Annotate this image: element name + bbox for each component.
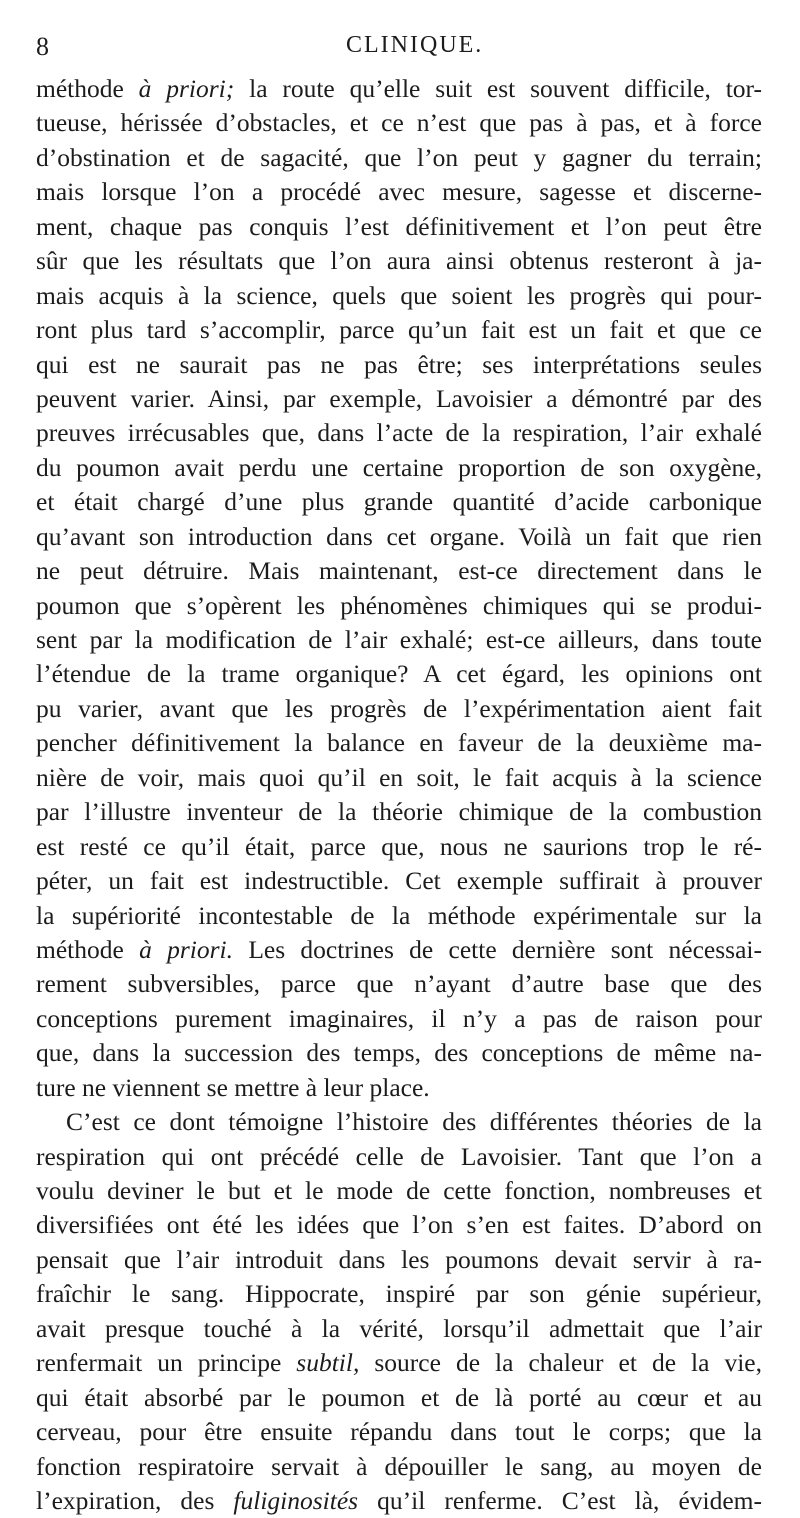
text-line <box>36 348 762 382</box>
text-segment: mais acquis à la science, quels que soient les progrès qui pour- <box>36 280 762 310</box>
text-segment: tueuse, hérissée d’obstacles, et ce n’est que pas à pas, et à force <box>36 108 762 138</box>
text-segment: preuves irrécusables que, dans l’acte de la respiration, l’air exhalé <box>36 418 762 448</box>
text-line <box>36 210 762 244</box>
text-line <box>36 554 762 588</box>
text-segment: ment, chaque pas conquis l’est définitivement et l’on peut être <box>36 211 762 241</box>
body-text <box>36 72 762 1518</box>
text-segment: cerveau, pour être ensuite répandu dans tout le corps; que la <box>36 1417 762 1447</box>
italic-text-segment: à priori. <box>139 934 234 964</box>
text-line <box>36 451 762 485</box>
text-line <box>36 1036 762 1070</box>
text-segment: Les doctrines de cette dernière sont nécessai- <box>233 934 762 964</box>
text-line <box>36 485 762 519</box>
text-segment: source de la chaleur et de la vie, <box>359 1348 762 1378</box>
text-line <box>36 1484 762 1518</box>
text-segment: ront plus tard s’accomplir, parce qu’un fait est un fait et que ce <box>36 315 762 345</box>
text-line <box>36 726 762 760</box>
text-line <box>36 1415 762 1449</box>
text-segment: l’expiration, des <box>36 1485 234 1515</box>
text-line <box>36 899 762 933</box>
text-line <box>36 1312 762 1346</box>
running-head: CLINIQUE. <box>346 32 484 58</box>
page-number: 8 <box>36 32 49 61</box>
text-segment: fraîchir le sang. Hippocrate, inspiré par son génie supérieur, <box>36 1279 762 1309</box>
text-segment: conceptions purement imaginaires, il n’y a pas de raison pour <box>36 1003 762 1033</box>
text-line <box>36 761 762 795</box>
text-segment: diversifiées ont été les idées que l’on s’en est faites. D’abord on <box>36 1210 762 1240</box>
text-line <box>36 1450 762 1484</box>
text-line <box>36 1002 762 1036</box>
text-line <box>36 830 762 864</box>
text-segment: la route qu’elle suit est souvent difficile, tor- <box>234 74 762 103</box>
text-segment: avait presque touché à la vérité, lorsqu’il admettait que l’air <box>36 1313 762 1343</box>
text-line <box>36 520 762 554</box>
text-line <box>36 106 762 140</box>
text-segment: peuvent varier. Ainsi, par exemple, Lavoisier a démontré par des <box>36 383 762 413</box>
text-segment: sent par la modification de l’air exhalé; est-ce ailleurs, dans toute <box>36 625 762 654</box>
text-segment: méthode <box>36 74 139 103</box>
text-line <box>36 1174 762 1208</box>
text-line <box>36 589 762 623</box>
text-segment: que, dans la succession des temps, des conceptions de même na- <box>36 1038 762 1068</box>
text-line <box>36 141 762 175</box>
text-line <box>36 692 762 726</box>
text-line <box>36 279 762 313</box>
text-segment: nière de voir, mais quoi qu’il en soit, le fait acquis à la science <box>36 762 762 792</box>
text-segment: l’étendue de la trame organique? A cet égard, les opinions ont <box>36 659 762 689</box>
text-line <box>36 313 762 347</box>
text-segment: ne peut détruire. Mais maintenant, est-ce directement dans le <box>36 556 762 586</box>
text-line <box>36 1277 762 1311</box>
text-segment: la supériorité incontestable de la méthode expérimentale sur la <box>36 900 762 930</box>
text-line <box>36 1105 762 1139</box>
italic-text-segment: fuliginosités <box>233 1485 359 1515</box>
text-line <box>36 1071 762 1105</box>
text-segment: mais lorsque l’on a procédé avec mesure, sagesse et discerne- <box>36 177 762 207</box>
text-segment: du poumon avait perdu une certaine proportion de son oxygène, <box>36 452 762 482</box>
text-line <box>36 175 762 209</box>
text-line <box>36 244 762 278</box>
text-line <box>36 657 762 691</box>
text-line <box>36 864 762 898</box>
page-header <box>36 22 756 62</box>
text-line <box>36 967 762 1001</box>
text-segment: renfermait un principe <box>36 1348 297 1378</box>
text-segment: poumon que s’opèrent les phénomènes chimiques qui se produi- <box>36 590 762 620</box>
text-segment: et était chargé d’une plus grande quantité d’acide carbonique <box>36 487 762 517</box>
text-segment: péter, un fait est indestructible. Cet exemple suffirait à prouver <box>36 866 762 896</box>
text-segment: respiration qui ont précédé celle de Lavoisier. Tant que l’on a <box>36 1141 762 1171</box>
text-segment: qui est ne saurait pas ne pas être; ses interprétations seules <box>36 349 762 379</box>
text-segment: pencher définitivement la balance en faveur de la deuxième ma- <box>36 728 762 758</box>
text-segment: voulu deviner le but et le mode de cette fonction, nombreuses et <box>36 1176 762 1205</box>
text-segment: qui était absorbé par le poumon et de là porté au cœur et au <box>36 1382 762 1412</box>
text-line <box>36 795 762 829</box>
text-segment: par l’illustre inventeur de la théorie chimique de la combustion <box>36 797 762 827</box>
italic-text-segment: à priori; <box>138 74 235 103</box>
text-segment: ture ne viennent se mettre à leur place. <box>36 1072 430 1102</box>
text-segment: fonction respiratoire servait à dépouiller le sang, au moyen de <box>36 1451 762 1481</box>
text-line <box>36 1140 762 1174</box>
text-line <box>36 623 762 657</box>
text-segment: C’est ce dont témoigne l’histoire des différentes théories de la <box>66 1107 762 1137</box>
text-line <box>36 1208 762 1242</box>
text-line <box>36 72 762 106</box>
text-line <box>36 416 762 450</box>
italic-text-segment: subtil, <box>296 1348 360 1378</box>
text-line <box>36 933 762 967</box>
text-segment: qu’avant son introduction dans cet organe. Voilà un fait que rien <box>36 521 762 551</box>
text-segment: est resté ce qu’il était, parce que, nous ne saurions trop le ré- <box>36 831 762 861</box>
text-line <box>36 1346 762 1380</box>
text-segment: sûr que les résultats que l’on aura ainsi obtenus resteront à ja- <box>36 246 762 276</box>
text-segment: rement subversibles, parce que n’ayant d’autre base que des <box>36 969 762 999</box>
text-line <box>36 382 762 416</box>
text-segment: méthode <box>36 934 140 964</box>
text-segment: pensait que l’air introduit dans les poumons devait servir à ra- <box>36 1244 762 1274</box>
text-segment: d’obstination et de sagacité, que l’on peut y gagner du terrain; <box>36 142 762 172</box>
text-line <box>36 1243 762 1277</box>
text-segment: qu’il renferme. C’est là, évidem- <box>358 1485 762 1515</box>
text-line <box>36 1381 762 1415</box>
text-segment: pu varier, avant que les progrès de l’expérimentation aient fait <box>36 693 762 723</box>
